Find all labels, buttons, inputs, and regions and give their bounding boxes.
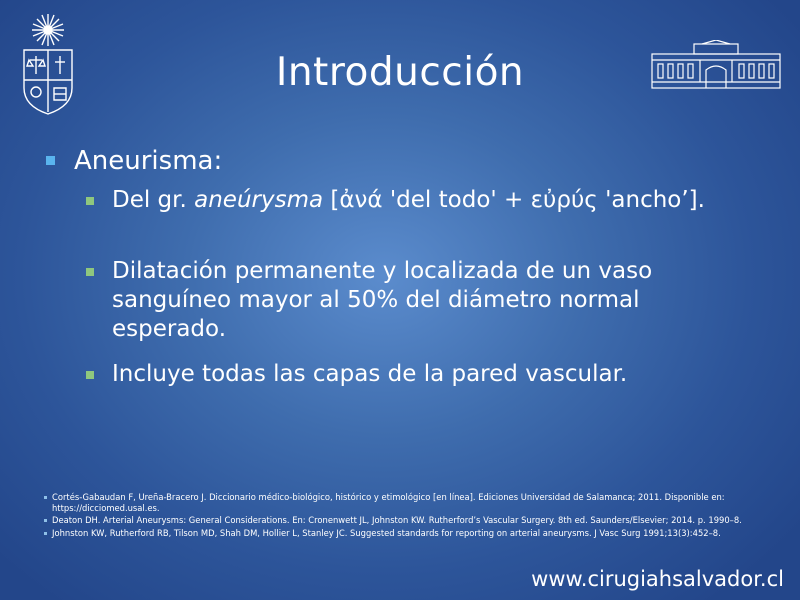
square-bullet-icon xyxy=(86,371,94,379)
etymology-term: aneúrysma xyxy=(194,187,324,213)
etymology-suffix: [ἀνά 'del todo' + εὐρύς 'ancho’]. xyxy=(323,187,705,213)
sub-bullet-layers xyxy=(86,360,746,389)
sub-bullet-etymology xyxy=(86,186,746,215)
reference-text: Deaton DH. Arterial Aneurysms: General Considerations. En: Cronenwett JL, Johnston KW. Rutherford’s Vascular Surgery. 8th ed. Saunders/Elsevier; 2014. p. 1990–8. xyxy=(52,515,742,526)
slide-title: Introducción xyxy=(275,50,525,95)
square-bullet-icon xyxy=(46,156,55,165)
square-bullet-icon xyxy=(86,268,94,276)
reference-text: Cortés-Gabaudan F, Ureña-Bracero J. Diccionario médico-biológico, histórico y etimológico [en línea]. Ediciones Universidad de Salamanca; 2011. Disponible en: https://dicciomed.usal.es. xyxy=(52,492,725,514)
sub-bullet-text xyxy=(112,186,746,215)
website-url: www.cirugiahsalvador.cl xyxy=(531,567,784,591)
reference-text: Johnston KW, Rutherford RB, Tilson MD, Shah DM, Hollier L, Stanley JC. Suggested standards for reporting on arterial aneurysms. J Vasc Surg 1991;13(3):452–8. xyxy=(52,527,721,538)
reference-item xyxy=(44,492,744,514)
etymology-prefix: Del gr. xyxy=(112,187,195,213)
reference-item xyxy=(44,515,744,526)
reference-item xyxy=(44,528,744,539)
sub-bullet-text: Incluye todas las capas de la pared vascular. xyxy=(112,361,628,387)
main-bullet-text: Aneurisma: xyxy=(74,146,223,176)
square-bullet-icon xyxy=(86,197,94,205)
references-list xyxy=(44,492,744,540)
sub-bullet-definition xyxy=(86,257,746,344)
square-bullet-icon xyxy=(44,496,47,499)
square-bullet-icon xyxy=(44,519,47,522)
square-bullet-icon xyxy=(44,532,47,535)
sub-bullet-text: Dilatación permanente y localizada de un vaso sanguíneo mayor al 50% del diámetro normal esperado. xyxy=(112,258,653,342)
main-bullet xyxy=(46,144,222,178)
